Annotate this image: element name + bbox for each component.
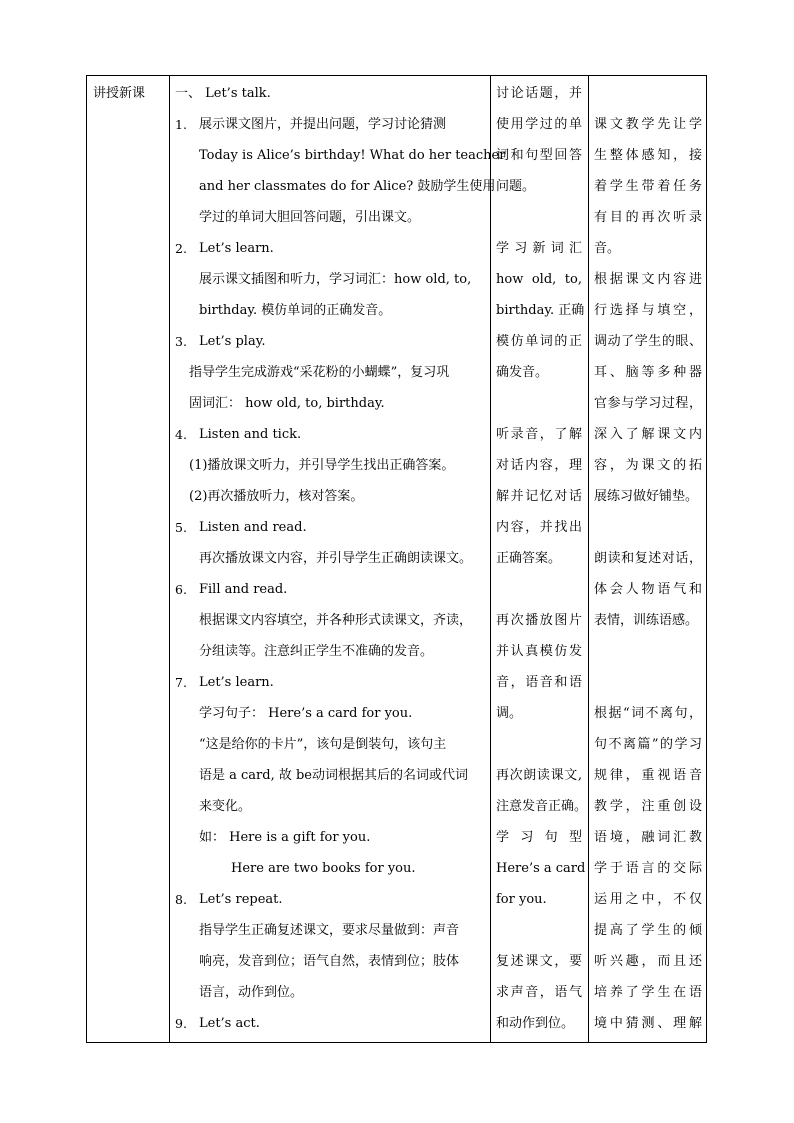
student-activity-line: 听录音，了解 — [496, 427, 582, 442]
design-intent-line: 官参与学习过程， — [594, 396, 702, 411]
step-number: 2. — [175, 241, 187, 256]
student-activity-line: how old, to, — [496, 272, 582, 287]
step-line: 固词汇： how old, to, birthday. — [189, 396, 385, 411]
step-line: (2)再次播放听力，核对答案。 — [189, 489, 364, 504]
student-activity-line: 学习句型 — [496, 830, 582, 845]
step-line: 响亮，发音到位；语气自然，表情到位；肢体 — [199, 954, 460, 969]
student-activity-line: 问题。 — [496, 179, 536, 194]
section-cell — [87, 76, 169, 1042]
design-intent-line: 生整体感知，接 — [594, 148, 702, 163]
student-activity-line: 再次朗读课文, — [496, 768, 582, 783]
student-activity-line: for you. — [496, 892, 547, 907]
design-intent-line: 深入了解课文内 — [594, 427, 702, 442]
step-line: and her classmates do for Alice? 鼓励学生使用 — [199, 179, 496, 194]
student-activity-line: 调。 — [496, 706, 523, 721]
design-intent-line: 句不离篇”的学习 — [594, 737, 702, 752]
step-line: 学习句子： Here’s a card for you. — [199, 706, 413, 721]
step-line: Let’s learn. — [199, 675, 274, 690]
design-intent-line: 规律，重视语音 — [594, 768, 702, 783]
design-intent-line: 语境，融词汇教 — [594, 830, 702, 845]
step-line: Listen and tick. — [199, 427, 302, 442]
design-intent-line: 境中猜测、理解 — [594, 1016, 702, 1031]
design-intent-line: 根据“词不离句， — [594, 706, 702, 721]
step-line: Let’s act. — [199, 1016, 260, 1031]
lesson-plan-table — [86, 75, 707, 1043]
step-line: 学过的单词大胆回答问题，引出课文。 — [199, 210, 421, 225]
step-line: 一、 Let’s talk. — [175, 86, 271, 101]
step-line: 指导学生完成游戏“采花粉的小蝴蝶”，复习巩 — [189, 365, 450, 380]
design-intent-cell — [588, 76, 708, 1042]
step-number: 3. — [175, 334, 187, 349]
step-line: 指导学生正确复述课文，要求尽量做到：声音 — [199, 923, 460, 938]
design-intent-line: 展练习做好铺垫。 — [594, 489, 699, 504]
step-line: Let’s play. — [199, 334, 266, 349]
step-line: 语是 a card, 故 be动词根据其后的名词或代词 — [199, 768, 468, 783]
step-line: Here are two books for you. — [231, 861, 416, 876]
student-activity-line: 确发音。 — [496, 365, 549, 380]
teaching-steps-cell — [169, 76, 506, 1042]
student-activity-line: Here’s a card — [496, 861, 586, 876]
step-line: (1)播放课文听力，并引导学生找出正确答案。 — [189, 458, 455, 473]
step-line: 语言，动作到位。 — [199, 985, 304, 1000]
section-label: 讲授新课 — [93, 86, 146, 101]
student-activity-line: 正确答案。 — [496, 551, 562, 566]
step-number: 5. — [175, 520, 187, 535]
step-line: 分组读等。注意纠正学生不准确的发音。 — [199, 644, 434, 659]
design-intent-line: 学于语言的交际 — [594, 861, 702, 876]
student-activity-line: 内容，并找出 — [496, 520, 582, 535]
step-line: Let’s learn. — [199, 241, 274, 256]
step-line: birthday. 模仿单词的正确发音。 — [199, 303, 392, 318]
step-line: Today is Alice’s birthday! What do her teacher — [199, 148, 506, 163]
step-line: 展示课文插图和听力，学习词汇：how old, to, — [199, 272, 472, 287]
step-number: 6. — [175, 582, 187, 597]
step-number: 9. — [175, 1016, 187, 1031]
student-activity-line: 音，语音和语 — [496, 675, 582, 690]
student-activity-line: 词和句型回答 — [496, 148, 582, 163]
student-activity-line: 和动作到位。 — [496, 1016, 575, 1031]
student-activity-line: 学习新词汇 — [496, 241, 582, 256]
step-line: 来变化。 — [199, 799, 252, 814]
design-intent-line: 有目的再次听录 — [594, 210, 702, 225]
student-activity-line: 并认真模仿发 — [496, 644, 582, 659]
design-intent-line: 耳、脑等多种器 — [594, 365, 702, 380]
design-intent-line: 着学生带着任务 — [594, 179, 702, 194]
step-line: 如： Here is a gift for you. — [199, 830, 371, 845]
design-intent-line: 容，为课文的拓 — [594, 458, 702, 473]
step-line: Listen and read. — [199, 520, 307, 535]
design-intent-line: 朗读和复述对话， — [594, 551, 702, 566]
step-line: 根据课文内容填空，并各种形式读课文，齐读， — [199, 613, 473, 628]
design-intent-line: 体会人物语气和 — [594, 582, 702, 597]
step-line: 展示课文图片，并提出问题，学习讨论猜测 — [199, 117, 447, 132]
design-intent-line: 表情，训练语感。 — [594, 613, 699, 628]
step-line: Fill and read. — [199, 582, 288, 597]
step-number: 8. — [175, 892, 187, 907]
design-intent-line: 听兴趣，而且还 — [594, 954, 702, 969]
design-intent-line: 调动了学生的眼、 — [594, 334, 702, 349]
student-activity-line: 模仿单词的正 — [496, 334, 582, 349]
student-activity-line: 使用学过的单 — [496, 117, 582, 132]
student-activity-line: birthday. 正确 — [496, 303, 585, 318]
design-intent-line: 提高了学生的倾 — [594, 923, 702, 938]
step-number: 4. — [175, 427, 187, 442]
step-line: 再次播放课文内容，并引导学生正确朗读课文。 — [199, 551, 473, 566]
student-activity-line: 复述课文，要 — [496, 954, 582, 969]
design-intent-line: 根据课文内容进 — [594, 272, 702, 287]
student-activity-cell — [490, 76, 588, 1042]
student-activity-line: 求声音，语气 — [496, 985, 582, 1000]
design-intent-line: 行选择与填空， — [594, 303, 702, 318]
student-activity-line: 讨论话题，并 — [496, 86, 582, 101]
design-intent-line: 运用之中，不仅 — [594, 892, 702, 907]
student-activity-line: 解并记忆对话 — [496, 489, 582, 504]
step-line: “这是给你的卡片”，该句是倒装句，该句主 — [199, 737, 447, 752]
student-activity-line: 注意发音正确。 — [496, 799, 588, 814]
student-activity-line: 再次播放图片 — [496, 613, 582, 628]
design-intent-line: 音。 — [594, 241, 621, 256]
design-intent-line: 课文教学先让学 — [594, 117, 702, 132]
student-activity-line: 对话内容，理 — [496, 458, 582, 473]
design-intent-line: 培养了学生在语 — [594, 985, 702, 1000]
step-number: 1. — [175, 117, 187, 132]
step-number: 7. — [175, 675, 187, 690]
step-line: Let’s repeat. — [199, 892, 283, 907]
design-intent-line: 教学，注重创设 — [594, 799, 702, 814]
